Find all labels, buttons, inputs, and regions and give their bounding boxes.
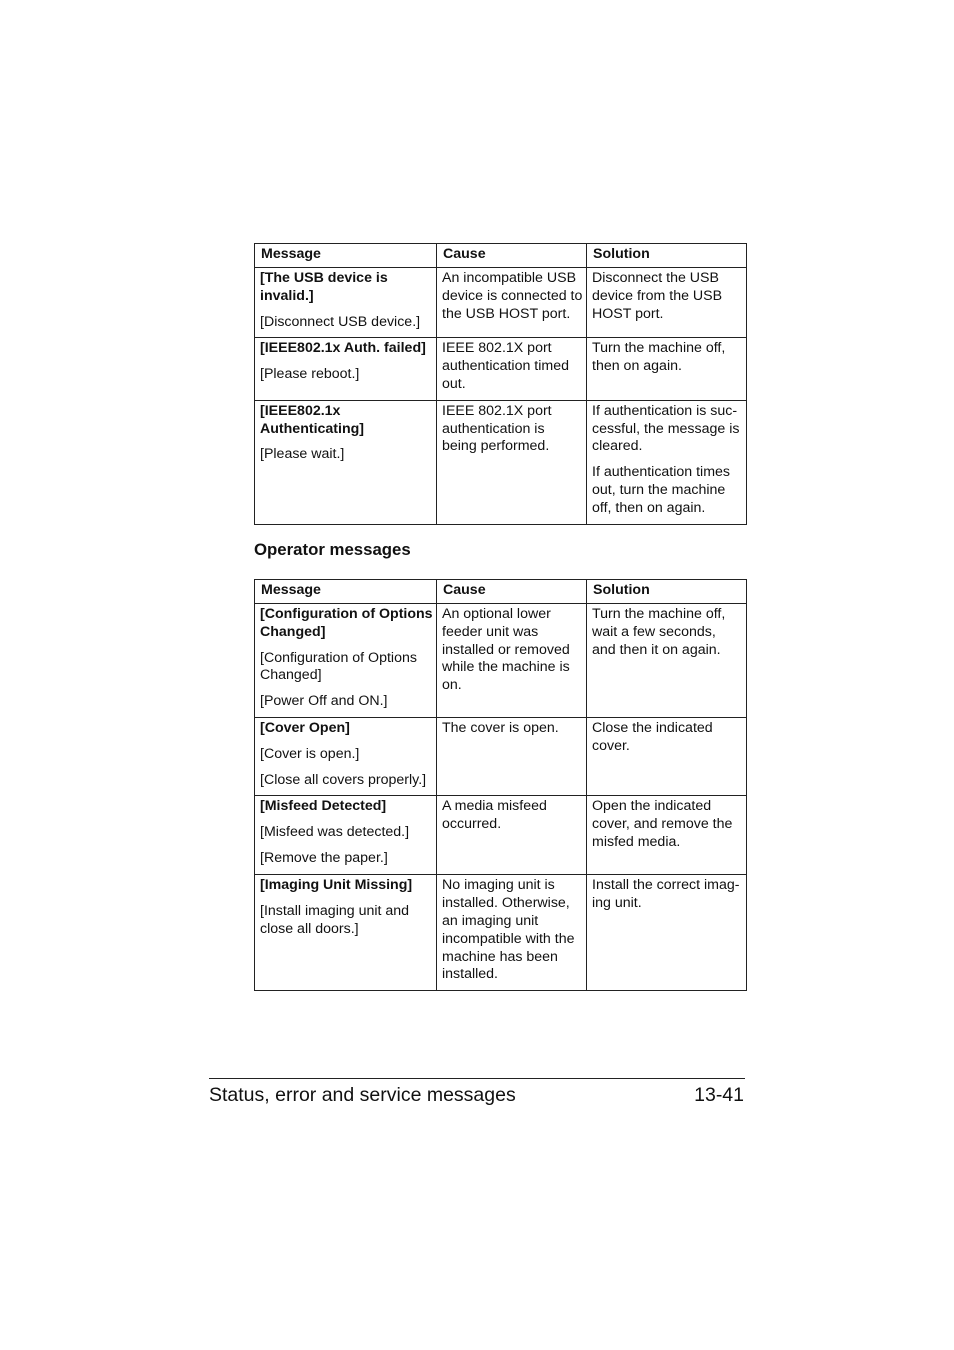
solution-cell [587, 718, 747, 796]
footer-divider [209, 1078, 745, 1079]
message-line: [Remove the paper.] [260, 849, 388, 866]
solution-cell [587, 400, 747, 524]
message-line: [Please reboot.] [260, 366, 360, 383]
solution-cell [587, 604, 747, 718]
column-header-solution: Solution [587, 244, 747, 268]
cause-cell: A media misfeed occurred. [437, 796, 587, 875]
cause-cell: An incompatible USB device is connected to the USB HOST port. [437, 268, 587, 338]
message-cell [255, 875, 437, 991]
error-messages-table [254, 243, 747, 525]
message-line: [Please wait.] [260, 446, 345, 463]
table-header-row [255, 244, 747, 268]
table-row [255, 400, 747, 524]
table-row [255, 268, 747, 338]
message-title: [Misfeed Detected] [260, 798, 387, 815]
footer-chapter-title: Status, error and service messages [209, 1084, 516, 1106]
section-heading: Operator messages [254, 540, 411, 559]
table-row [255, 875, 747, 991]
column-header-message: Message [255, 580, 437, 604]
cause-cell: IEEE 802.1X port authentication timed out. [437, 338, 587, 400]
message-line: [Configuration of Options Changed] [260, 649, 417, 684]
cause-cell: IEEE 802.1X port authentication is being performed. [437, 400, 587, 524]
column-header-cause: Cause [437, 580, 587, 604]
solution-line: Close the indicated cover. [592, 720, 713, 754]
operator-messages-table [254, 579, 747, 991]
message-cell [255, 718, 437, 796]
table-row [255, 604, 747, 718]
message-line: [Power Off and ON.] [260, 693, 388, 710]
cause-cell: No imaging unit is installed. Otherwise, an imaging unit incompatible with the machine has been installed. [437, 875, 587, 991]
table-row [255, 796, 747, 875]
solution-line: If authentication is suc-cessful, the message is cleared. [592, 402, 740, 455]
solution-line: Turn the machine off, then on again. [592, 340, 726, 375]
message-cell [255, 604, 437, 718]
message-cell [255, 400, 437, 524]
column-header-solution: Solution [587, 580, 747, 604]
cause-cell: The cover is open. [437, 718, 587, 796]
solution-line: Disconnect the USB device from the USB HOST port. [592, 270, 723, 322]
table-row [255, 338, 747, 400]
solution-cell [587, 338, 747, 400]
column-header-cause: Cause [437, 244, 587, 268]
solution-line: If authentication times out, turn the machine off, then on again. [592, 464, 731, 516]
message-line: [Close all covers properly.] [260, 771, 427, 788]
solution-cell [587, 268, 747, 338]
message-title: [The USB device is invalid.] [260, 270, 388, 304]
message-line: [Misfeed was detected.] [260, 824, 410, 841]
message-line: [Cover is open.] [260, 745, 360, 762]
message-title: [Imaging Unit Missing] [260, 877, 413, 894]
table-header-row [255, 580, 747, 604]
solution-line: Install the correct imag-ing unit. [592, 877, 740, 912]
table-row [255, 718, 747, 796]
solution-cell [587, 796, 747, 875]
message-line: [Install imaging unit and close all doors.] [260, 903, 410, 937]
message-title: [Cover Open] [260, 720, 350, 736]
solution-line: Open the indicated cover, and remove the misfed media. [592, 798, 733, 850]
message-cell [255, 268, 437, 338]
message-title: [IEEE802.1x Authenticating] [260, 402, 365, 437]
solution-cell [587, 875, 747, 991]
message-title: [Configuration of Options Changed] [260, 606, 433, 640]
message-title: [IEEE802.1x Auth. failed] [260, 340, 426, 357]
message-cell [255, 338, 437, 400]
column-header-message: Message [255, 244, 437, 268]
message-cell [255, 796, 437, 875]
message-line: [Disconnect USB device.] [260, 313, 421, 330]
footer-page-number: 13-41 [694, 1084, 744, 1106]
cause-cell: An optional lower feeder unit was installed or removed while the machine is on. [437, 604, 587, 718]
solution-line: Turn the machine off, wait a few seconds, and then it on again. [592, 606, 726, 658]
